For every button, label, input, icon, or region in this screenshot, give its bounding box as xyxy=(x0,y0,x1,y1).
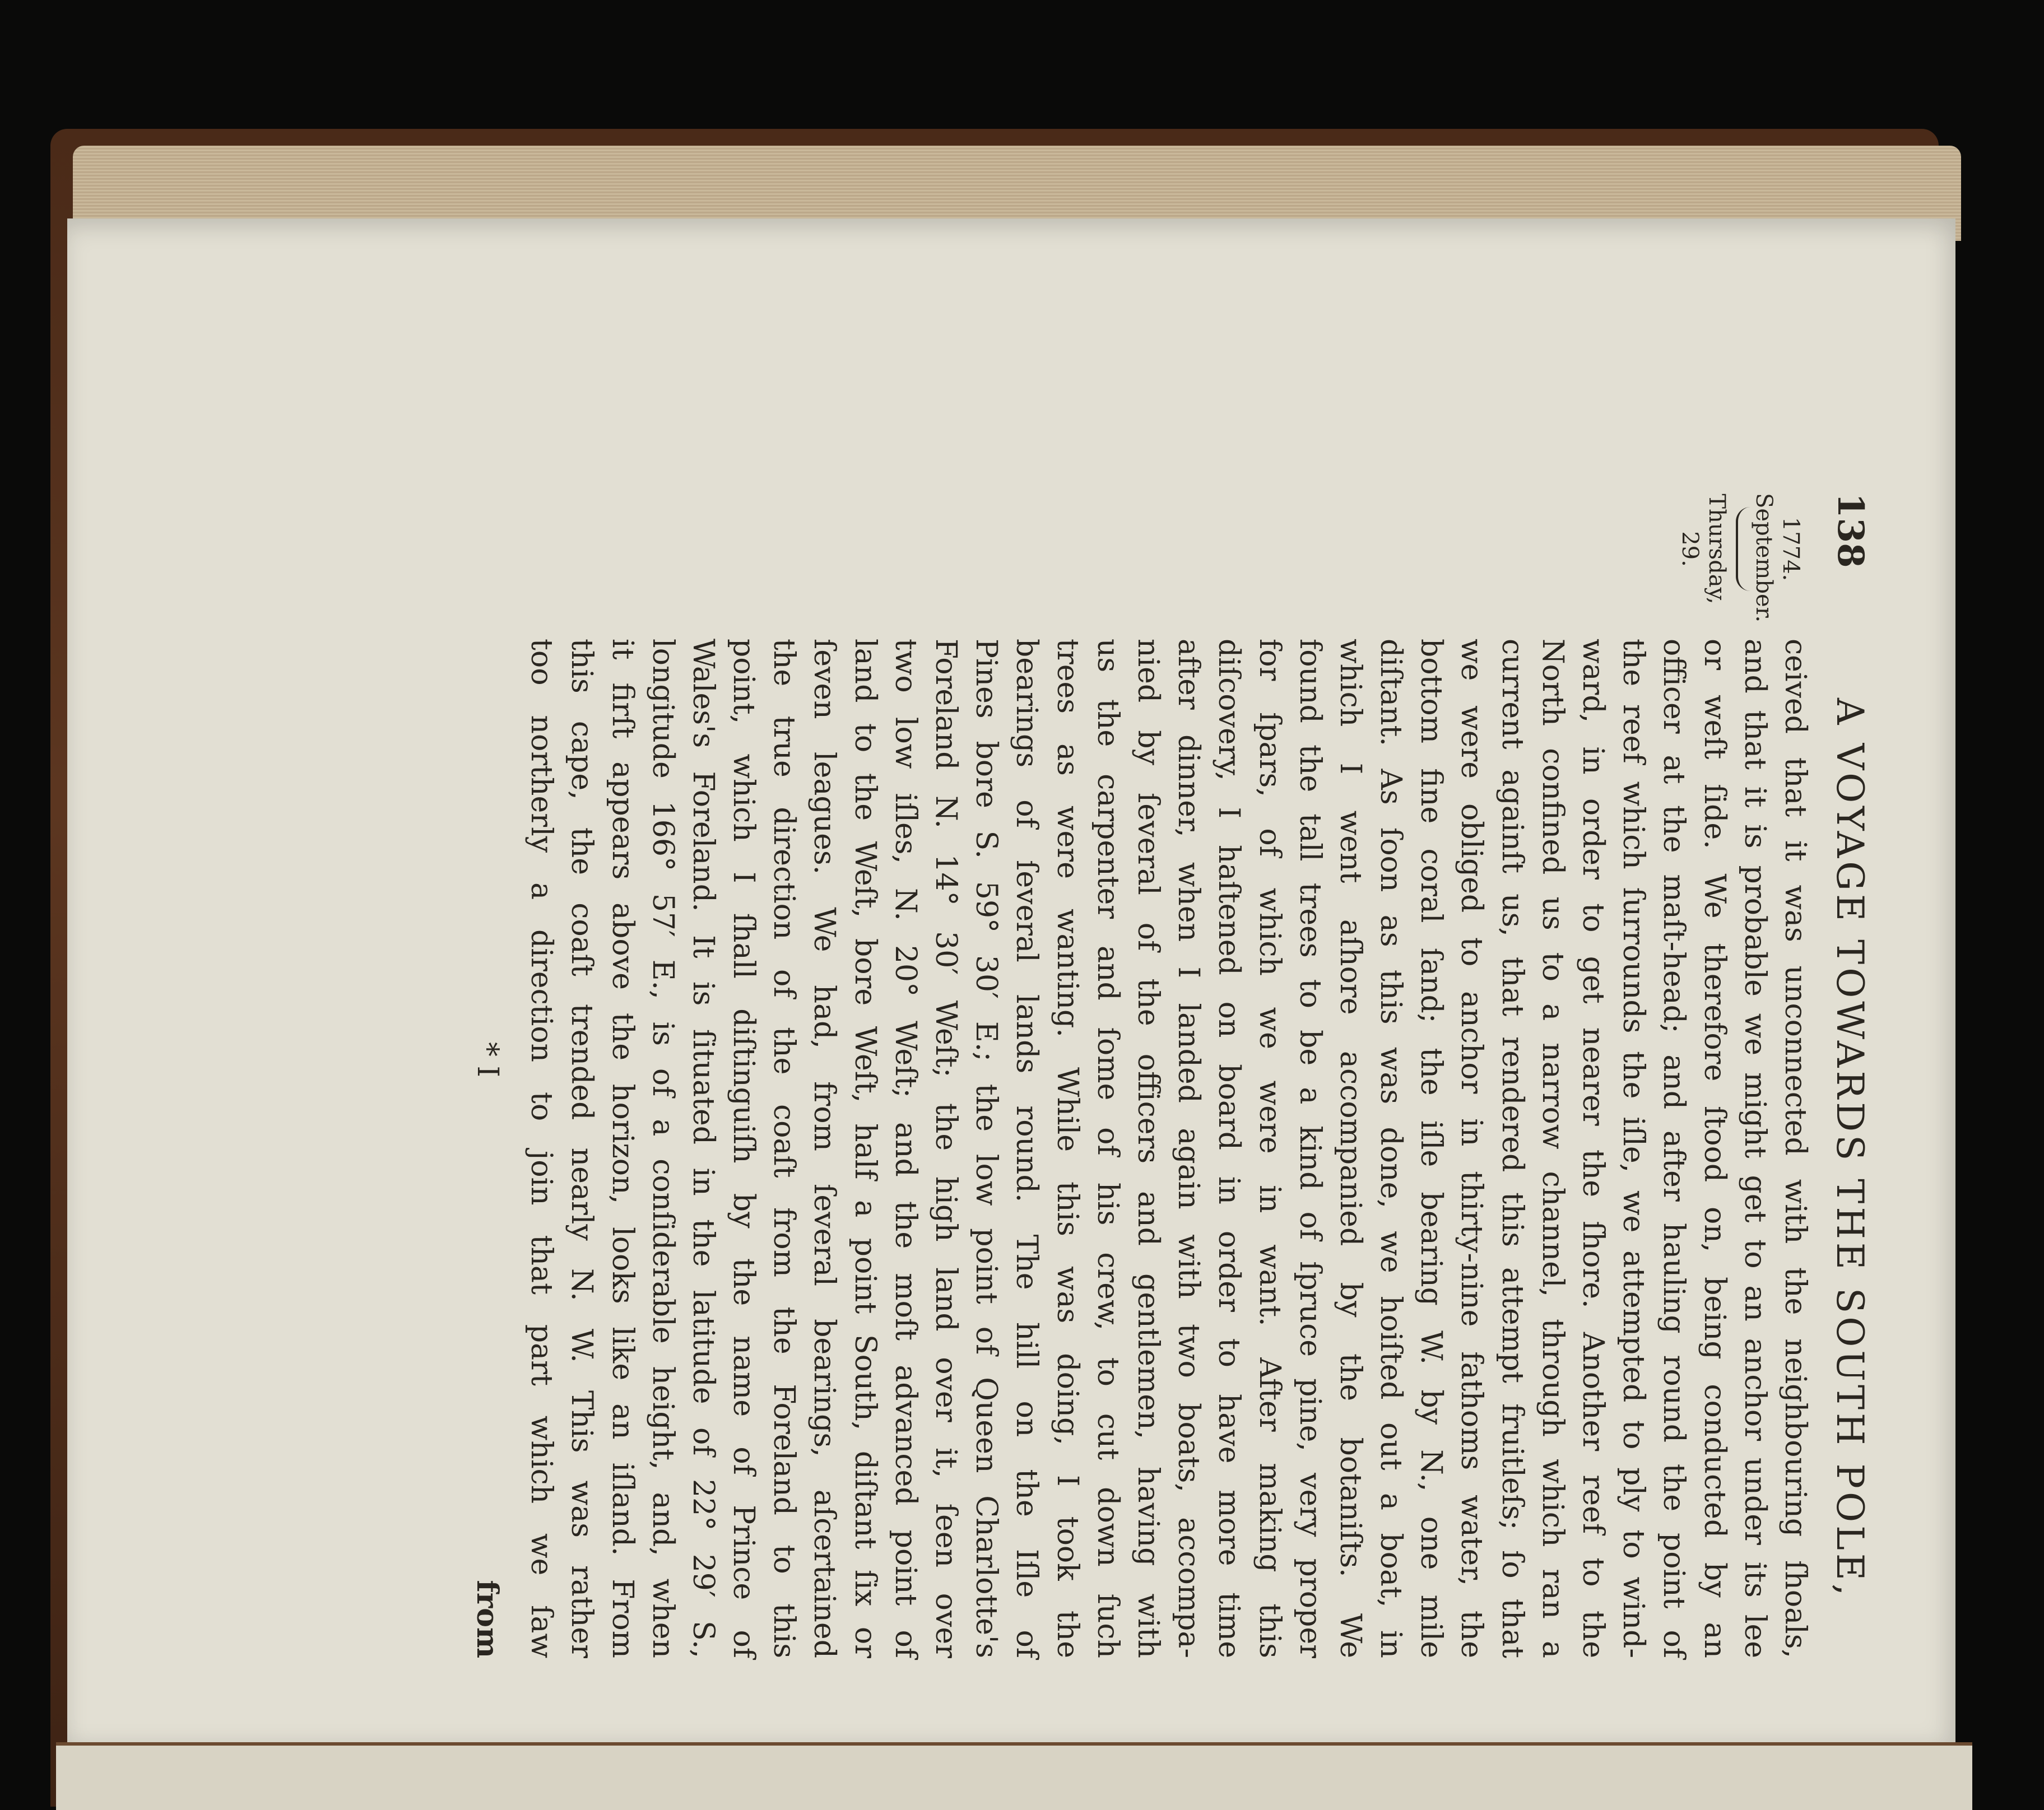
text-line: it firſt appears above the horizon, looks like an iſland. From xyxy=(605,639,639,1658)
text-line: Foreland N. 14° 30′ Weſt; the high land over it, ſeen over xyxy=(929,639,963,1658)
margin-year: 1774. xyxy=(1778,517,1804,581)
text-line: the true direction of the coaſt from the Foreland to this xyxy=(767,639,801,1658)
text-line: too northerly a direction to join that part which we ſaw xyxy=(524,639,559,1658)
text-line: point, which I ſhall diſtinguiſh by the name of Prince of xyxy=(727,639,761,1658)
text-line: two low iſles, N. 20° Weſt; and the moſt advanced point of xyxy=(888,639,922,1658)
page-number: 138 xyxy=(1829,493,1871,568)
text-line: Wales's Foreland. It is ſituated in the latitude of 22° 29′ S., xyxy=(686,639,720,1658)
text-line: us the carpenter and ſome of his crew, to cut down ſuch xyxy=(1090,639,1125,1658)
text-line: after dinner, when I landed again with two boats, accompa- xyxy=(1172,639,1206,1658)
margin-date-note xyxy=(1676,493,1804,623)
text-line: ſeven leagues. We had, from ſeveral bearings, aſcertained xyxy=(807,639,842,1658)
brace-icon xyxy=(1736,507,1750,591)
text-line: or weſt ſide. We therefore ſtood on, being conducted by an xyxy=(1697,639,1731,1658)
margin-day: Thursday, 29. xyxy=(1677,494,1730,604)
signature-mark: * I xyxy=(471,1042,504,1078)
text-line: diſcovery, I haſtened on board in order to have more time xyxy=(1212,639,1246,1658)
text-line: officer at the maſt-head; and after hauling round the point of xyxy=(1657,639,1691,1658)
facing-page-edge xyxy=(56,1742,1972,1810)
rotated-page-content xyxy=(381,493,1883,1658)
catchword: from xyxy=(470,1580,504,1658)
text-line: for ſpars, of which we were in want. After making this xyxy=(1252,639,1286,1658)
text-line: found the tall trees to be a kind of ſpruce pine, very proper xyxy=(1293,639,1327,1658)
text-line: North confined us to a narrow channel, through which ran a xyxy=(1535,639,1569,1658)
text-line: this cape, the coaſt trended nearly N. W. This was rather xyxy=(565,639,599,1658)
text-line: land to the Weſt, bore Weſt, half a point South, diſtant ſix or xyxy=(848,639,882,1658)
running-head: A VOYAGE TOWARDS THE SOUTH POLE, xyxy=(1828,697,1871,1599)
text-line: we were obliged to anchor in thirty-nine fathoms water, the xyxy=(1455,639,1489,1658)
margin-month: September. xyxy=(1751,493,1777,623)
text-line: bearings of ſeveral lands round. The hill on the Iſle of xyxy=(1010,639,1044,1658)
text-line: bottom fine coral ſand; the iſle bearing W. by N., one mile xyxy=(1414,639,1448,1658)
text-line: longitude 166° 57′ E., is of a conſiderable height, and, when xyxy=(645,639,680,1658)
body-text xyxy=(521,639,1815,1658)
text-line: ward, in order to get nearer the ſhore. Another reef to the xyxy=(1576,639,1610,1658)
text-line: Pines bore S. 59° 30′ E.; the low point of Queen Charlotte's xyxy=(969,639,1004,1658)
text-line: diſtant. As ſoon as this was done, we hoiſted out a boat, in xyxy=(1374,639,1408,1658)
text-line: trees as were wanting. While this was doing, I took the xyxy=(1050,639,1084,1658)
text-line: ceived that it was unconnected with the neighbouring ſhoals, xyxy=(1778,639,1812,1658)
text-line: current againſt us, that rendered this attempt fruitleſs; ſo that xyxy=(1495,639,1529,1658)
text-line: and that it is probable we might get to an anchor under its lee xyxy=(1738,639,1772,1658)
text-line: nied by ſeveral of the officers and gentlemen, having with xyxy=(1131,639,1165,1658)
text-line: which I went aſhore accompanied by the botaniſts. We xyxy=(1333,639,1367,1658)
text-line: the reef which ſurrounds the iſle, we attempted to ply to wind- xyxy=(1616,639,1651,1658)
